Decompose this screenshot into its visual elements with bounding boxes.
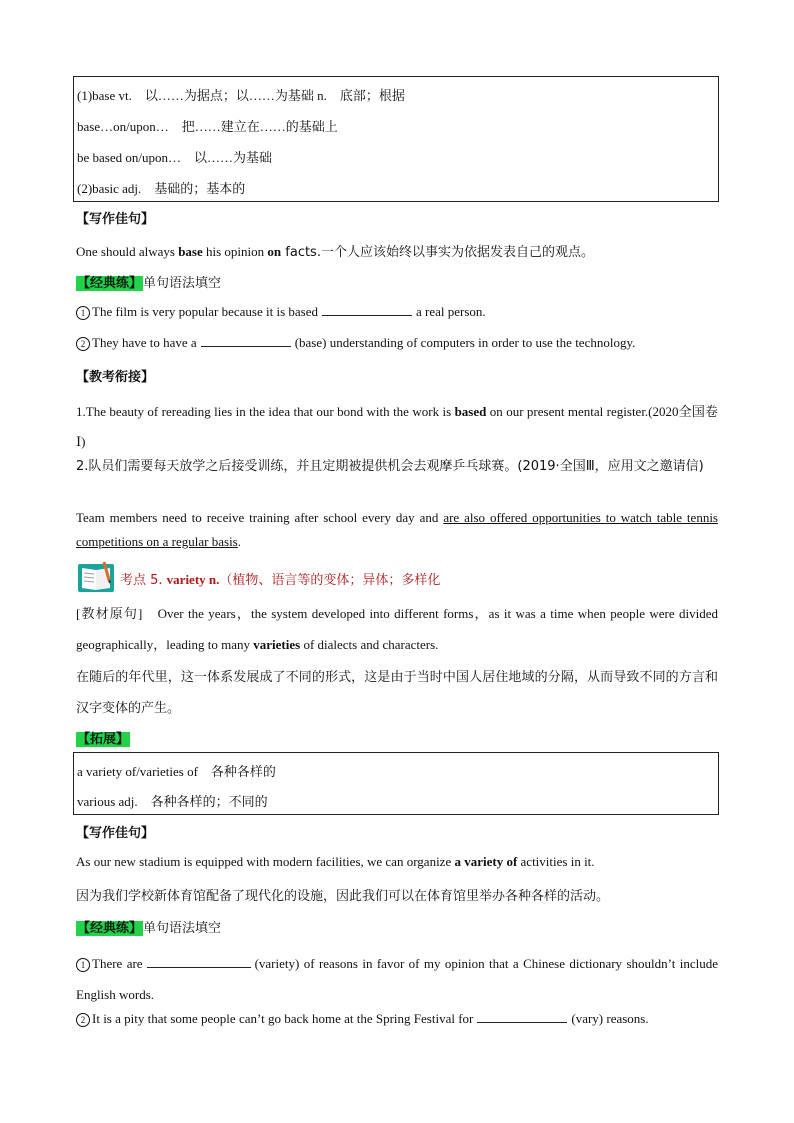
e2-pre: Team members need to receive training after school every day and	[76, 510, 444, 525]
practice-title-1: 单句语法填空	[143, 276, 222, 291]
p2q2-post: (vary) reasons.	[571, 1011, 649, 1026]
ws2-post: activities in it.	[517, 854, 595, 869]
exam-item-2-cn: 2.队员们需要每天放学之后接受训练，并且定期被提供机会去观摩乒乓球赛。(2019·全国Ⅲ，应用文之邀请信)	[76, 459, 704, 474]
q-number-circle: 2	[76, 1013, 90, 1027]
q2-post: (base) understanding of computers in order to use the technology.	[294, 335, 636, 350]
def-line-2: base…on/upon… 把……建立在……的基础上	[77, 119, 338, 134]
expand-line-2: various adj. 各种各样的；不同的	[77, 794, 268, 809]
answer-blank[interactable]	[322, 303, 412, 316]
q-number-circle: 1	[76, 958, 90, 972]
e2-post: .	[237, 534, 241, 549]
e1-pre: 1.The beauty of rereading lies in the idea that our bond with the work is	[76, 404, 455, 419]
def-line-3: be based on/upon… 以……为基础	[77, 150, 272, 165]
ws1-bold1: base	[178, 244, 203, 259]
e1-post: on our present mental register.(2020全国卷Ⅰ)	[76, 404, 718, 449]
practice-header-1	[76, 272, 718, 291]
def-line-1: (1)base vt. 以……为据点；以……为基础 n. 底部；根据	[77, 88, 405, 103]
answer-blank[interactable]	[201, 334, 291, 347]
answer-blank[interactable]	[147, 955, 251, 968]
q1-pre: The film is very popular because it is based	[92, 304, 318, 319]
ws1-post: facts.一个人应该始终以事实为依据发表自己的观点。	[281, 245, 594, 260]
p2q1-pre: There are	[92, 956, 143, 971]
practice2-q2	[76, 1010, 718, 1027]
writing-header-2: 【写作佳句】	[76, 826, 155, 841]
writing-header-1: 【写作佳句】	[76, 212, 155, 227]
ws2-pre: As our new stadium is equipped with modern facilities, we can organize	[76, 854, 455, 869]
ws1-bold2: on	[267, 244, 282, 259]
point-meaning: （植物、语言等的变体；异体；多样化	[219, 573, 441, 588]
answer-blank[interactable]	[477, 1010, 567, 1023]
practice-title-2: 单句语法填空	[143, 921, 222, 936]
point-label: 考点 5.	[120, 573, 167, 588]
q1-post: a real person.	[416, 304, 486, 319]
writing-translation-2: 因为我们学校新体育馆配备了现代化的设施，因此我们可以在体育馆里举办各种各样的活动。	[76, 889, 610, 904]
ws1-mid: his opinion	[202, 244, 268, 259]
writing-sentence-1	[76, 241, 718, 260]
exam-item-2-en	[76, 506, 718, 554]
ws2-bold: a variety of	[454, 854, 518, 869]
writing-sentence-2	[76, 854, 718, 870]
original-translation: 在随后的年代里，这一体系发展成了不同的形式，这是由于当时中国人居住地域的分隔，从而导致不同的方言和汉字变体的产生。	[76, 670, 718, 716]
e2-underline: are also offered opportunities to watch table tennis competitions on a regular basis	[76, 510, 718, 549]
q2-pre: They have to have a	[92, 335, 197, 350]
p2q2-pre: It is a pity that some people can’t go back home at the Spring Festival for	[92, 1011, 474, 1026]
definition-box-base	[73, 76, 719, 202]
practice1-q1	[76, 303, 718, 320]
expand-line-1: a variety of/varieties of 各种各样的	[77, 764, 276, 779]
q-number-circle: 2	[76, 337, 90, 351]
original-bold: varieties	[253, 637, 301, 652]
original-post: of dialects and characters.	[300, 637, 439, 652]
expand-tag: 【拓展】	[77, 732, 130, 747]
practice-header-2	[76, 917, 718, 936]
expand-header	[76, 728, 718, 747]
p2q1-post: (variety) of reasons in favor of my opinion that a Chinese dictionary shouldn’t include English words.	[76, 956, 718, 1002]
original-sentence	[76, 598, 718, 660]
practice-tag-2: 【经典练】	[77, 921, 143, 936]
practice-tag-1: 【经典练】	[77, 276, 143, 291]
original-label: [教材原句]	[76, 606, 143, 621]
definition-box-variety	[73, 752, 719, 815]
e1-bold: based	[454, 404, 487, 419]
point-5-title	[120, 569, 720, 588]
book-icon	[76, 558, 116, 594]
q-number-circle: 1	[76, 306, 90, 320]
practice1-q2	[76, 334, 718, 351]
ws1-pre: One should always	[76, 244, 179, 259]
exam-header: 【教考衔接】	[76, 370, 155, 385]
point-word: variety n.	[166, 572, 220, 587]
practice2-q1	[76, 948, 718, 1010]
def-line-4: (2)basic adj. 基础的；基本的	[77, 181, 246, 196]
original-pre: Over the years，the system developed into different forms，as it was a time when people were divided geographically，leading to many	[76, 606, 718, 652]
exam-item-1	[76, 397, 718, 457]
